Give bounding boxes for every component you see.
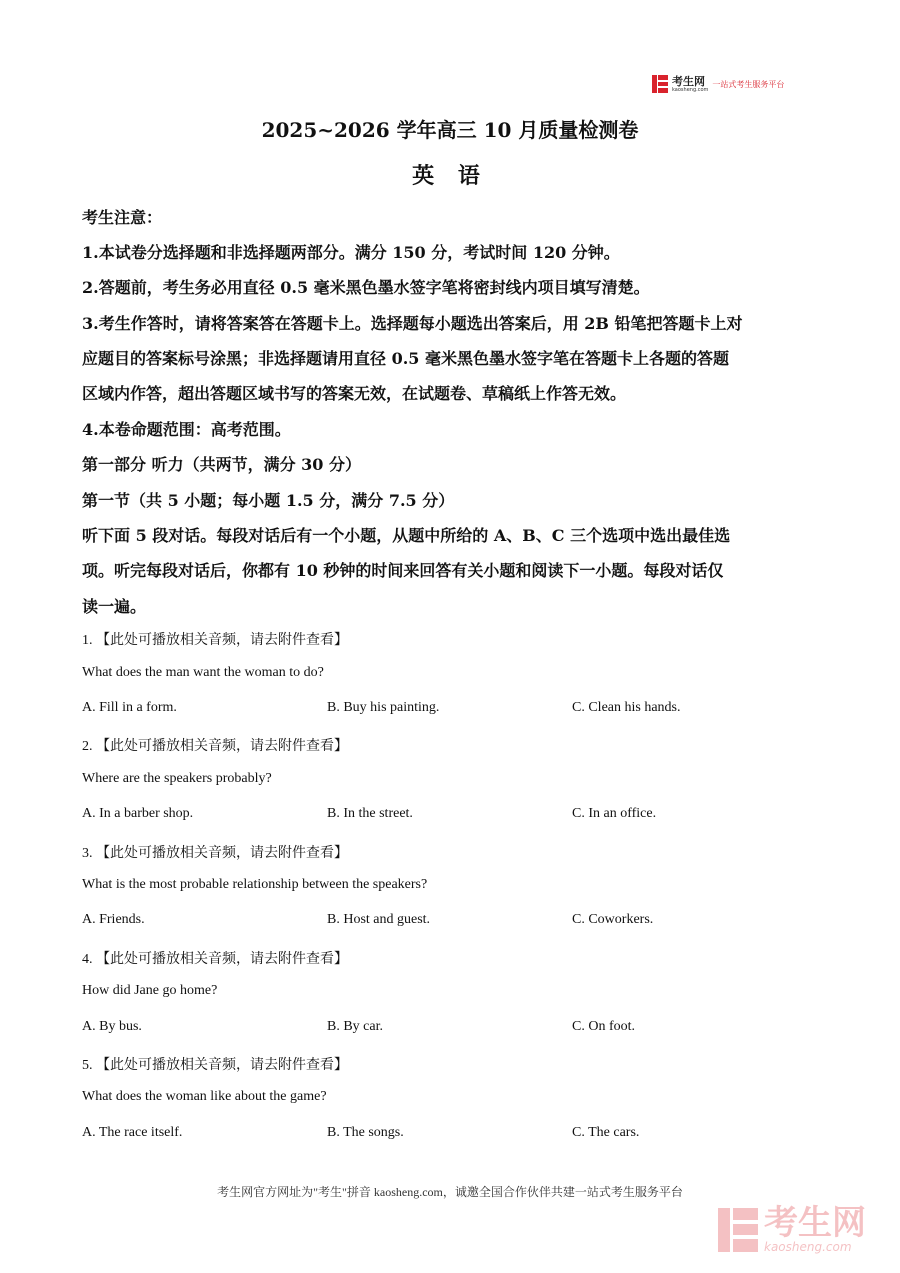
option-c: C. Coworkers. bbox=[572, 912, 654, 927]
kaosheng-watermark-icon bbox=[718, 1208, 758, 1252]
footer-text: 考生网官方网址为"考生"拼音 kaosheng.com，诚邀全国合作伙伴共建一站式考生服务平台 bbox=[217, 1185, 683, 1199]
section-heading: 第一节（共 5 小题；每小题 1.5 分，满分 7.5 分） bbox=[82, 491, 455, 510]
option-c: C. In an office. bbox=[572, 806, 657, 821]
header-logo bbox=[652, 72, 784, 96]
question-text: Where are the speakers probably? bbox=[82, 771, 272, 786]
instruction-line: 项。听完每段对话后，你都有 10 秒钟的时间来回答有关小题和阅读下一小题。每段对话仅 bbox=[82, 561, 724, 580]
question-text: What does the man want the woman to do? bbox=[82, 665, 324, 680]
part-heading: 第一部分 听力（共两节，满分 30 分） bbox=[82, 455, 361, 474]
option-b: B. Buy his painting. bbox=[327, 700, 440, 715]
option-a: A. In a barber shop. bbox=[82, 806, 194, 821]
option-a: A. Friends. bbox=[82, 912, 145, 927]
question-text: What is the most probable relationship between the speakers? bbox=[82, 877, 428, 892]
option-a: A. The race itself. bbox=[82, 1125, 183, 1140]
audio-placeholder[interactable]: 5. 【此处可播放相关音频，请去附件查看】 bbox=[82, 1058, 348, 1073]
question-text: How did Jane go home? bbox=[82, 983, 218, 998]
notice-line: 4.本卷命题范围：高考范围。 bbox=[82, 420, 291, 439]
question-text: What does the woman like about the game? bbox=[82, 1089, 327, 1104]
exam-title: 2025~2026 学年高三 10 月质量检测卷 bbox=[261, 118, 639, 142]
watermark-domain: kaosheng.com bbox=[764, 1240, 852, 1254]
audio-placeholder[interactable]: 2. 【此处可播放相关音频，请去附件查看】 bbox=[82, 739, 348, 754]
option-c: C. Clean his hands. bbox=[572, 700, 681, 715]
option-c: C. On foot. bbox=[572, 1019, 635, 1034]
notice-heading: 考生注意： bbox=[82, 208, 163, 227]
option-b: B. By car. bbox=[327, 1019, 383, 1034]
kaosheng-logo-icon bbox=[652, 75, 668, 93]
audio-placeholder[interactable]: 3. 【此处可播放相关音频，请去附件查看】 bbox=[82, 846, 348, 861]
notice-line: 2.答题前，考生务必用直径 0.5 毫米黑色墨水签字笔将密封线内项目填写清楚。 bbox=[82, 278, 650, 297]
option-b: B. In the street. bbox=[327, 806, 413, 821]
watermark-text: 考生网 bbox=[764, 1203, 866, 1243]
audio-placeholder[interactable]: 4. 【此处可播放相关音频，请去附件查看】 bbox=[82, 952, 348, 967]
logo-slogan: 一站式考生服务平台 bbox=[712, 79, 785, 89]
audio-placeholder[interactable]: 1. 【此处可播放相关音频，请去附件查看】 bbox=[82, 633, 348, 648]
notice-line: 区域内作答，超出答题区域书写的答案无效，在试题卷、草稿纸上作答无效。 bbox=[82, 384, 627, 403]
instruction-line: 读一遍。 bbox=[82, 597, 147, 616]
logo-name: 考生网 bbox=[672, 74, 705, 88]
subject-title: 英 语 bbox=[412, 163, 488, 189]
logo-domain: kaosheng.com bbox=[672, 86, 709, 93]
option-a: A. By bus. bbox=[82, 1019, 142, 1034]
instruction-line: 听下面 5 段对话。每段对话后有一个小题，从题中所给的 A、B、C 三个选项中选出最佳选 bbox=[82, 526, 731, 545]
option-b: B. The songs. bbox=[327, 1125, 404, 1140]
option-b: B. Host and guest. bbox=[327, 912, 431, 927]
watermark bbox=[718, 1203, 866, 1254]
notice-line: 3.考生作答时，请将答案答在答题卡上。选择题每小题选出答案后，用 2B 铅笔把答题卡上对 bbox=[82, 314, 743, 333]
option-c: C. The cars. bbox=[572, 1125, 640, 1140]
notice-line: 应题目的答案标号涂黑；非选择题请用直径 0.5 毫米黑色墨水签字笔在答题卡上各题的答题 bbox=[82, 349, 729, 368]
notice-line: 1.本试卷分选择题和非选择题两部分。满分 150 分，考试时间 120 分钟。 bbox=[82, 243, 620, 262]
option-a: A. Fill in a form. bbox=[82, 700, 177, 715]
